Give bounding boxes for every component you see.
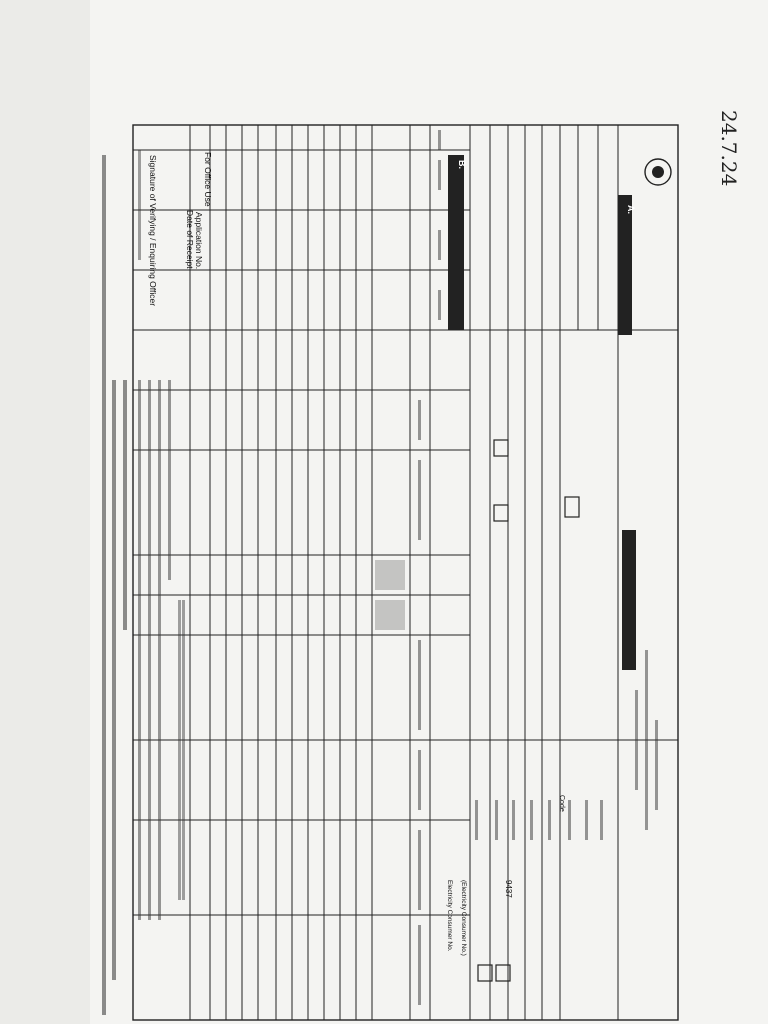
electricity-consumer-label: Electricity Consumer No. bbox=[446, 880, 453, 952]
section-b-header: B. bbox=[457, 160, 467, 169]
phone-number: 9437 bbox=[504, 880, 513, 898]
electricity-consumer-label-2: (Electricity Consumer No.) bbox=[460, 880, 467, 956]
handwritten-date bbox=[700, 105, 760, 235]
center-banner bbox=[622, 530, 636, 670]
date-of-receipt-label: Date of Receipt bbox=[185, 210, 195, 269]
section-a-banner bbox=[618, 195, 632, 335]
signature-label: Signature of Verifying / Enquiring Officer bbox=[148, 155, 158, 307]
application-no-label: Application No. bbox=[194, 212, 204, 270]
section-a-header: A. bbox=[626, 205, 636, 214]
code-label: Code bbox=[558, 795, 565, 812]
handwritten-note: 24.7.24 bbox=[717, 110, 741, 187]
section-b-banner bbox=[448, 155, 464, 330]
office-use-title: For Office Use bbox=[203, 152, 213, 207]
